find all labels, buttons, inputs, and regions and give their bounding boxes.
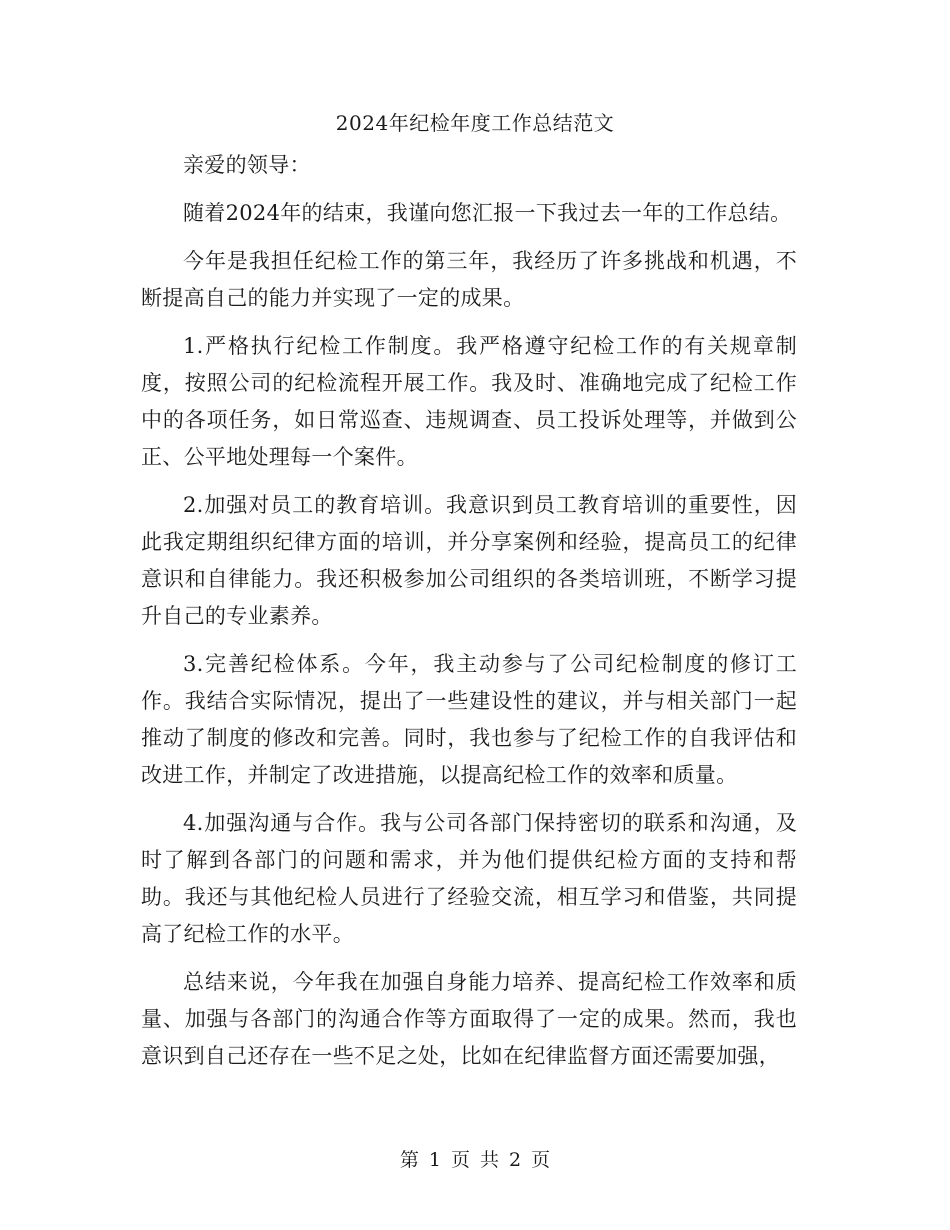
document-title: 2024年纪检年度工作总结范文: [335, 111, 615, 135]
greeting: 亲爱的领导：: [183, 153, 311, 177]
paragraph-summary: 总结来说，今年我在加强自身能力培养、提高纪检工作效率和质量、加强与各部门的沟通合作等方面取得了一定的成果。然而，我也意识到自己还存在一些不足之处，比如在纪律监督方面还需要加强，: [141, 970, 797, 1068]
paragraph-item-4: 4.加强沟通与合作。我与公司各部门保持密切的联系和沟通，及时了解到各部门的问题和需求，并为他们提供纪检方面的支持和帮助。我还与其他纪检人员进行了经验交流，相互学习和借鉴，共同提高了纪检工作的水平。: [141, 811, 797, 946]
paragraph-item-3: 3.完善纪检体系。今年，我主动参与了公司纪检制度的修订工作。我结合实际情况，提出了一些建设性的建议，并与相关部门一起推动了制度的修改和完善。同时，我也参与了纪检工作的自我评估和改进工作，并制定了改进措施，以提高纪检工作的效率和质量。: [141, 652, 797, 787]
paragraph-overview: 今年是我担任纪检工作的第三年，我经历了许多挑战和机遇，不断提高自己的能力并实现了一定的成果。: [141, 249, 797, 310]
document-body: [141, 147, 797, 1086]
page-number: 第 1 页 共 2 页: [399, 1149, 551, 1171]
paragraph-intro: 随着2024年的结束，我谨向您汇报一下我过去一年的工作总结。: [183, 201, 792, 225]
paragraph-item-2: 2.加强对员工的教育培训。我意识到员工教育培训的重要性，因此我定期组织纪律方面的培训，并分享案例和经验，提高员工的纪律意识和自律能力。我还积极参加公司组织的各类培训班，不断学习提升自己的专业素养。: [141, 493, 797, 628]
paragraph-item-1: 1.严格执行纪检工作制度。我严格遵守纪检工作的有关规章制度，按照公司的纪检流程开展工作。我及时、准确地完成了纪检工作中的各项任务，如日常巡查、违规调查、员工投诉处理等，并做到公正、公平地处理每一个案件。: [141, 334, 797, 469]
